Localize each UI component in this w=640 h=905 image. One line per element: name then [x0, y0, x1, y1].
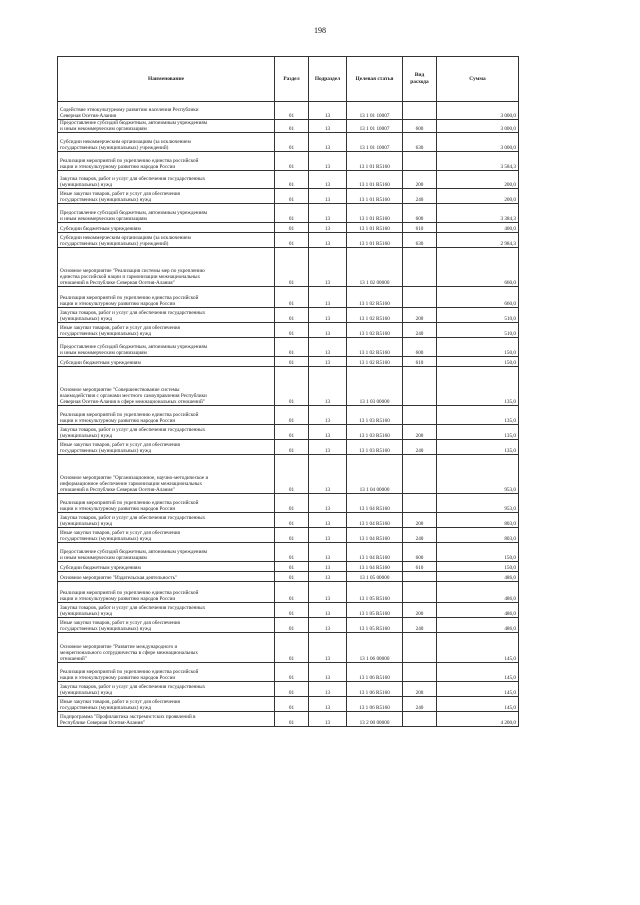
- cell-sum: 3 000,0: [437, 102, 519, 120]
- table-row: [58, 102, 519, 120]
- cell-sum: 200,0: [437, 189, 519, 204]
- cell-sum: 953,0: [437, 455, 519, 494]
- cell-sum: 2 984,3: [437, 233, 519, 248]
- cell-expense-type: 200: [403, 308, 437, 323]
- table-row: [58, 712, 519, 727]
- cell-name: Закупка товаров, работ и услуг для обеспечения государственных (муниципальных) нужд: [58, 603, 275, 618]
- cell-name: Основное мероприятие "Организационное, научно-методическое и информационное обеспечение гармонизации межнациональных отношений в Республике Северная Осетия-Алания": [58, 455, 275, 494]
- cell-name: Субсидии некоммерческим организациям (за исключением государственных (муниципальных) учреждений): [58, 233, 275, 248]
- cell-target-article: 13 2 00 00000: [347, 712, 403, 727]
- table-row: [58, 223, 519, 233]
- table-row: [58, 323, 519, 338]
- cell-sum: 803,0: [437, 528, 519, 543]
- cell-subsection: 13: [309, 633, 347, 663]
- cell-sum: 4 200,0: [437, 712, 519, 727]
- table-row: [58, 455, 519, 494]
- cell-section: 01: [275, 323, 309, 338]
- table-row: [58, 425, 519, 440]
- table-row: [58, 562, 519, 572]
- table-row: [58, 287, 519, 308]
- cell-name: Основное мероприятие "Издательская деятельность": [58, 572, 275, 582]
- table-row: [58, 357, 519, 367]
- cell-name: Реализация мероприятий по укреплению единства российской нации и этнокультурному развитию народов России: [58, 406, 275, 425]
- cell-sum: 135,0: [437, 440, 519, 455]
- cell-target-article: 13 1 03 R5160: [347, 440, 403, 455]
- table-row: [58, 682, 519, 697]
- cell-name: Иные закупки товаров, работ и услуг для обеспечения государственных (муниципальных) нужд: [58, 323, 275, 338]
- cell-section: 01: [275, 682, 309, 697]
- cell-sum: 3 384,3: [437, 204, 519, 223]
- cell-target-article: 13 1 01 R5160: [347, 233, 403, 248]
- cell-name: Реализация мероприятий по укреплению единства российской нации и этнокультурному развитию народов России: [58, 663, 275, 682]
- cell-section: 01: [275, 582, 309, 603]
- cell-subsection: 13: [309, 603, 347, 618]
- cell-sum: 660,0: [437, 248, 519, 287]
- cell-section: 01: [275, 133, 309, 152]
- table-row: [58, 582, 519, 603]
- cell-subsection: 13: [309, 120, 347, 133]
- cell-name: Иные закупки товаров, работ и услуг для обеспечения государственных (муниципальных) нужд: [58, 697, 275, 712]
- cell-section: 01: [275, 425, 309, 440]
- cell-name: Субсидии бюджетным учреждениям: [58, 223, 275, 233]
- table-row: [58, 603, 519, 618]
- cell-expense-type: 240: [403, 440, 437, 455]
- cell-expense-type: [403, 494, 437, 513]
- cell-section: 01: [275, 233, 309, 248]
- cell-section: 01: [275, 455, 309, 494]
- cell-target-article: 13 1 03 00000: [347, 367, 403, 406]
- cell-subsection: 13: [309, 102, 347, 120]
- cell-sum: 660,0: [437, 287, 519, 308]
- cell-subsection: 13: [309, 712, 347, 727]
- cell-subsection: 13: [309, 682, 347, 697]
- cell-target-article: 13 1 04 R5160: [347, 562, 403, 572]
- cell-target-article: 13 1 02 R5160: [347, 357, 403, 367]
- cell-sum: 150,0: [437, 338, 519, 357]
- header-subsection: Подраздел: [309, 57, 347, 102]
- cell-sum: 145,0: [437, 663, 519, 682]
- cell-expense-type: [403, 102, 437, 120]
- cell-target-article: 13 1 01 R5160: [347, 223, 403, 233]
- header-sum: Сумма: [437, 57, 519, 102]
- cell-sum: 150,0: [437, 562, 519, 572]
- cell-expense-type: 630: [403, 233, 437, 248]
- table-row: [58, 171, 519, 189]
- cell-section: 01: [275, 171, 309, 189]
- cell-name: Реализация мероприятий по укреплению единства российской нации и этнокультурному развитию народов России: [58, 582, 275, 603]
- cell-target-article: 13 1 03 R5160: [347, 425, 403, 440]
- table-body: [58, 102, 519, 727]
- cell-sum: 200,0: [437, 171, 519, 189]
- cell-expense-type: [403, 633, 437, 663]
- cell-sum: 510,0: [437, 323, 519, 338]
- cell-expense-type: 610: [403, 562, 437, 572]
- cell-section: 01: [275, 357, 309, 367]
- cell-section: 01: [275, 712, 309, 727]
- cell-name: Иные закупки товаров, работ и услуг для обеспечения государственных (муниципальных) нужд: [58, 189, 275, 204]
- table-row: [58, 308, 519, 323]
- cell-name: Предоставление субсидий бюджетным, автономным учреждениям и иным некоммерческим организациям: [58, 338, 275, 357]
- cell-target-article: 13 1 01 10007: [347, 102, 403, 120]
- cell-expense-type: 600: [403, 204, 437, 223]
- table-row: [58, 494, 519, 513]
- cell-section: 01: [275, 633, 309, 663]
- cell-target-article: 13 1 01 R5160: [347, 189, 403, 204]
- cell-section: 01: [275, 603, 309, 618]
- cell-subsection: 13: [309, 440, 347, 455]
- cell-expense-type: [403, 248, 437, 287]
- cell-name: Реализация мероприятий по укреплению единства российской нации и этнокультурному развитию народов России: [58, 494, 275, 513]
- cell-name: Основное мероприятие "Развитие международного и межрегионального сотрудничества в сфере межнациональных отношений": [58, 633, 275, 663]
- cell-sum: 803,0: [437, 513, 519, 528]
- cell-subsection: 13: [309, 618, 347, 633]
- table-row: [58, 440, 519, 455]
- table-row: [58, 189, 519, 204]
- cell-expense-type: 200: [403, 603, 437, 618]
- cell-subsection: 13: [309, 204, 347, 223]
- cell-section: 01: [275, 223, 309, 233]
- cell-target-article: 13 1 01 R5160: [347, 152, 403, 171]
- cell-subsection: 13: [309, 338, 347, 357]
- cell-target-article: 13 1 02 R5160: [347, 287, 403, 308]
- cell-expense-type: 240: [403, 697, 437, 712]
- cell-subsection: 13: [309, 543, 347, 562]
- cell-target-article: 13 1 02 R5160: [347, 338, 403, 357]
- cell-section: 01: [275, 367, 309, 406]
- table-row: [58, 152, 519, 171]
- table-header-row: [58, 57, 519, 102]
- cell-expense-type: 200: [403, 425, 437, 440]
- cell-expense-type: 630: [403, 133, 437, 152]
- cell-expense-type: [403, 367, 437, 406]
- cell-target-article: 13 1 05 00000: [347, 572, 403, 582]
- cell-target-article: 13 1 06 00000: [347, 633, 403, 663]
- cell-expense-type: 240: [403, 323, 437, 338]
- table-row: [58, 233, 519, 248]
- cell-target-article: 13 1 02 00000: [347, 248, 403, 287]
- cell-sum: 135,0: [437, 367, 519, 406]
- cell-section: 01: [275, 543, 309, 562]
- cell-subsection: 13: [309, 233, 347, 248]
- cell-subsection: 13: [309, 582, 347, 603]
- cell-name: Закупка товаров, работ и услуг для обеспечения государственных (муниципальных) нужд: [58, 425, 275, 440]
- cell-expense-type: [403, 663, 437, 682]
- cell-section: 01: [275, 120, 309, 133]
- cell-subsection: 13: [309, 323, 347, 338]
- cell-section: 01: [275, 287, 309, 308]
- cell-subsection: 13: [309, 406, 347, 425]
- cell-subsection: 13: [309, 308, 347, 323]
- header-section: Раздел: [275, 57, 309, 102]
- cell-target-article: 13 1 02 R5160: [347, 308, 403, 323]
- cell-name: Закупка товаров, работ и услуг для обеспечения государственных (муниципальных) нужд: [58, 171, 275, 189]
- cell-expense-type: 240: [403, 618, 437, 633]
- cell-target-article: 13 1 05 R5160: [347, 618, 403, 633]
- cell-section: 01: [275, 152, 309, 171]
- cell-target-article: 13 1 04 R5160: [347, 513, 403, 528]
- cell-subsection: 13: [309, 152, 347, 171]
- cell-subsection: 13: [309, 171, 347, 189]
- cell-subsection: 13: [309, 697, 347, 712]
- cell-sum: 3 000,0: [437, 133, 519, 152]
- cell-expense-type: [403, 712, 437, 727]
- header-expense-type: Вид расхода: [403, 57, 437, 102]
- cell-sum: 150,0: [437, 543, 519, 562]
- cell-subsection: 13: [309, 367, 347, 406]
- table-row: [58, 633, 519, 663]
- cell-subsection: 13: [309, 663, 347, 682]
- cell-subsection: 13: [309, 528, 347, 543]
- cell-subsection: 13: [309, 133, 347, 152]
- budget-table: [57, 56, 519, 727]
- table-row: [58, 528, 519, 543]
- cell-section: 01: [275, 572, 309, 582]
- cell-target-article: 13 1 05 R5160: [347, 603, 403, 618]
- cell-name: Основное мероприятие "Реализация системы мер по укреплению единства российской нации и гармонизации межнациональных отношений в Республике Северная Осетия-Алания": [58, 248, 275, 287]
- table-row: [58, 406, 519, 425]
- cell-expense-type: 200: [403, 513, 437, 528]
- cell-expense-type: [403, 287, 437, 308]
- cell-name: Реализация мероприятий по укреплению единства российской нации и этнокультурному развитию народов России: [58, 287, 275, 308]
- cell-expense-type: [403, 152, 437, 171]
- cell-target-article: 13 1 05 R5160: [347, 582, 403, 603]
- header-name: Наименование: [58, 57, 275, 102]
- cell-subsection: 13: [309, 287, 347, 308]
- table-row: [58, 133, 519, 152]
- cell-name: Субсидии бюджетным учреждениям: [58, 562, 275, 572]
- table-row: [58, 543, 519, 562]
- cell-target-article: 13 1 06 R5160: [347, 697, 403, 712]
- cell-subsection: 13: [309, 513, 347, 528]
- cell-section: 01: [275, 494, 309, 513]
- cell-name: Реализация мероприятий по укреплению единства российской нации и этнокультурному развитию народов России: [58, 152, 275, 171]
- cell-sum: 486,0: [437, 572, 519, 582]
- cell-section: 01: [275, 338, 309, 357]
- table-row: [58, 572, 519, 582]
- table-row: [58, 618, 519, 633]
- cell-expense-type: 610: [403, 223, 437, 233]
- cell-subsection: 13: [309, 562, 347, 572]
- cell-subsection: 13: [309, 425, 347, 440]
- cell-name: Закупка товаров, работ и услуг для обеспечения государственных (муниципальных) нужд: [58, 308, 275, 323]
- cell-name: Предоставление субсидий бюджетным, автономным учреждениям и иным некоммерческим организациям: [58, 543, 275, 562]
- cell-subsection: 13: [309, 357, 347, 367]
- cell-section: 01: [275, 697, 309, 712]
- table-row: [58, 513, 519, 528]
- cell-name: Основное мероприятие "Совершенствование системы взаимодействия с органами местного самоуправления Республики Северная Осетия-Алания в сфере межнациональных отношений": [58, 367, 275, 406]
- cell-section: 01: [275, 663, 309, 682]
- cell-sum: 400,0: [437, 223, 519, 233]
- page-number: 198: [314, 26, 326, 35]
- cell-subsection: 13: [309, 494, 347, 513]
- cell-expense-type: [403, 582, 437, 603]
- cell-subsection: 13: [309, 223, 347, 233]
- cell-sum: 150,0: [437, 357, 519, 367]
- cell-expense-type: 600: [403, 120, 437, 133]
- cell-subsection: 13: [309, 455, 347, 494]
- cell-section: 01: [275, 308, 309, 323]
- cell-target-article: 13 1 04 R5160: [347, 543, 403, 562]
- cell-target-article: 13 1 04 00000: [347, 455, 403, 494]
- cell-expense-type: 600: [403, 543, 437, 562]
- cell-target-article: 13 1 06 R5160: [347, 663, 403, 682]
- cell-expense-type: 200: [403, 682, 437, 697]
- cell-sum: 486,0: [437, 618, 519, 633]
- cell-section: 01: [275, 406, 309, 425]
- cell-name: Иные закупки товаров, работ и услуг для обеспечения государственных (муниципальных) нужд: [58, 528, 275, 543]
- cell-target-article: 13 1 01 R5160: [347, 204, 403, 223]
- cell-target-article: 13 1 01 10007: [347, 120, 403, 133]
- cell-expense-type: 200: [403, 171, 437, 189]
- cell-name: Подпрограмма "Профилактика экстремистских проявлений в Республике Северная Осетия-Алания": [58, 712, 275, 727]
- cell-sum: 135,0: [437, 406, 519, 425]
- cell-target-article: 13 1 04 R5160: [347, 528, 403, 543]
- table-row: [58, 367, 519, 406]
- cell-section: 01: [275, 248, 309, 287]
- cell-target-article: 13 1 01 10007: [347, 133, 403, 152]
- table-row: [58, 204, 519, 223]
- cell-section: 01: [275, 618, 309, 633]
- cell-section: 01: [275, 562, 309, 572]
- cell-expense-type: [403, 406, 437, 425]
- table-row: [58, 338, 519, 357]
- cell-section: 01: [275, 102, 309, 120]
- cell-section: 01: [275, 204, 309, 223]
- cell-subsection: 13: [309, 248, 347, 287]
- table-row: [58, 120, 519, 133]
- cell-name: Предоставление субсидий бюджетным, автономным учреждениям и иным некоммерческим организациям: [58, 120, 275, 133]
- table-row: [58, 663, 519, 682]
- cell-expense-type: 240: [403, 189, 437, 204]
- cell-name: Закупка товаров, работ и услуг для обеспечения государственных (муниципальных) нужд: [58, 513, 275, 528]
- cell-name: Субсидии бюджетным учреждениям: [58, 357, 275, 367]
- cell-sum: 135,0: [437, 425, 519, 440]
- cell-expense-type: [403, 572, 437, 582]
- cell-expense-type: 610: [403, 357, 437, 367]
- cell-expense-type: [403, 455, 437, 494]
- cell-sum: 510,0: [437, 308, 519, 323]
- cell-expense-type: 600: [403, 338, 437, 357]
- cell-section: 01: [275, 440, 309, 455]
- table-row: [58, 697, 519, 712]
- cell-target-article: 13 1 02 R5160: [347, 323, 403, 338]
- cell-sum: 486,0: [437, 582, 519, 603]
- cell-name: Закупка товаров, работ и услуг для обеспечения государственных (муниципальных) нужд: [58, 682, 275, 697]
- cell-name: Иные закупки товаров, работ и услуг для обеспечения государственных (муниципальных) нужд: [58, 618, 275, 633]
- cell-sum: 3 000,0: [437, 120, 519, 133]
- cell-subsection: 13: [309, 572, 347, 582]
- cell-target-article: 13 1 01 R5160: [347, 171, 403, 189]
- cell-sum: 486,0: [437, 603, 519, 618]
- cell-section: 01: [275, 513, 309, 528]
- cell-name: Иные закупки товаров, работ и услуг для обеспечения государственных (муниципальных) нужд: [58, 440, 275, 455]
- cell-sum: 145,0: [437, 682, 519, 697]
- cell-name: Содействие этнокультурному развитию населения Республики Северная Осетия-Алания: [58, 102, 275, 120]
- cell-target-article: 13 1 04 R5160: [347, 494, 403, 513]
- cell-subsection: 13: [309, 189, 347, 204]
- cell-section: 01: [275, 528, 309, 543]
- cell-name: Субсидии некоммерческим организациям (за исключением государственных (муниципальных) учреждений): [58, 133, 275, 152]
- cell-target-article: 13 1 03 R5160: [347, 406, 403, 425]
- cell-sum: 3 584,3: [437, 152, 519, 171]
- cell-target-article: 13 1 06 R5160: [347, 682, 403, 697]
- cell-expense-type: 240: [403, 528, 437, 543]
- cell-sum: 953,0: [437, 494, 519, 513]
- cell-sum: 145,0: [437, 697, 519, 712]
- header-target-article: Целевая статья: [347, 57, 403, 102]
- cell-name: Предоставление субсидий бюджетным, автономным учреждениям и иным некоммерческим организациям: [58, 204, 275, 223]
- cell-section: 01: [275, 189, 309, 204]
- table-row: [58, 248, 519, 287]
- cell-sum: 145,0: [437, 633, 519, 663]
